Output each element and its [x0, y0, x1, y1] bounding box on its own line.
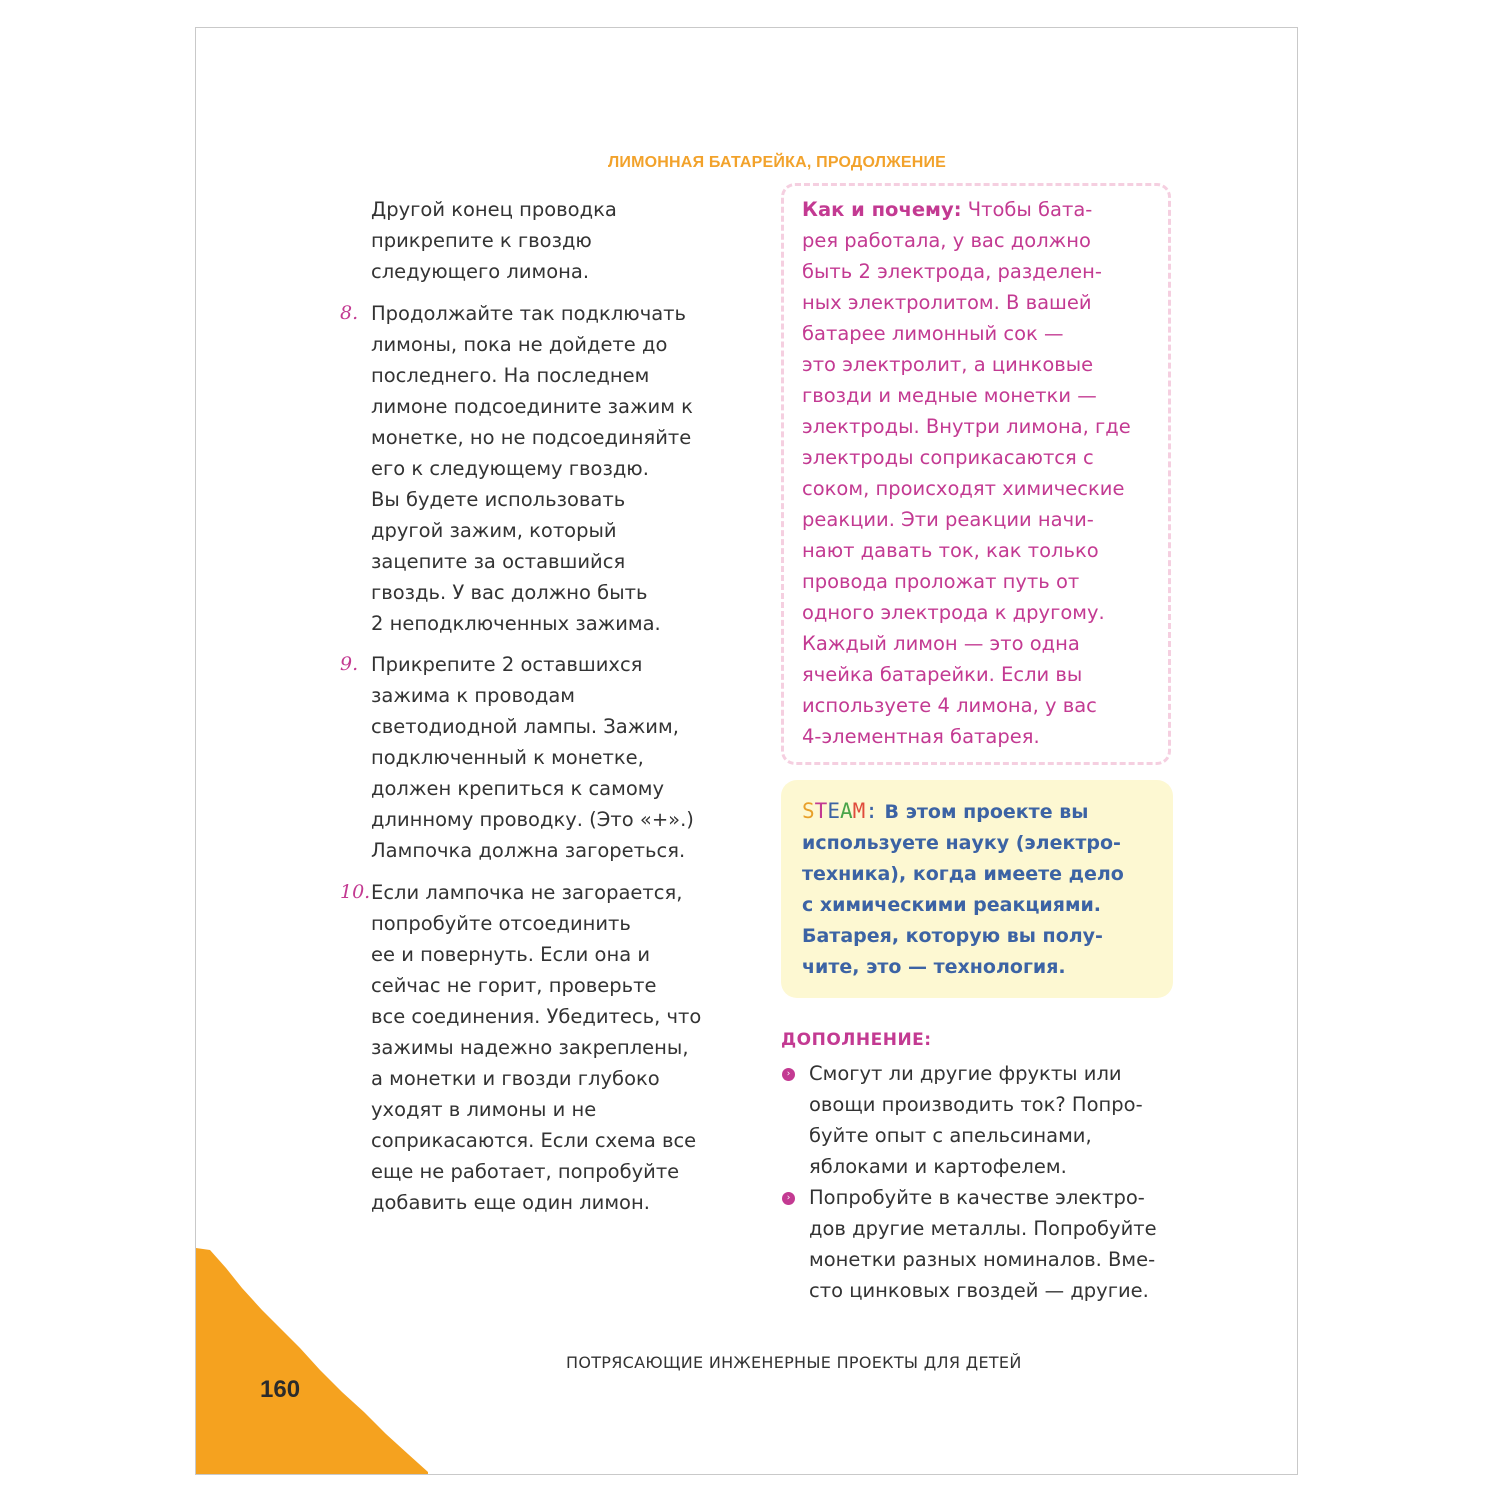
- text-line: светодиодной лампы. Зажим,: [371, 715, 679, 738]
- steam-letter: M: [852, 799, 866, 823]
- text-line: сто цинковых гвоздей — другие.: [809, 1279, 1149, 1302]
- text-line: попробуйте отсоединить: [371, 912, 631, 935]
- text-line: овощи производить ток? Попро-: [809, 1093, 1143, 1116]
- text-line: нают давать ток, как только: [802, 539, 1099, 562]
- text-line: электроды. Внутри лимона, где: [802, 415, 1131, 438]
- text-line: это электролит, а цинковые: [802, 353, 1094, 376]
- text-line: зажима к проводам: [371, 684, 576, 707]
- text-line: монетки разных номиналов. Вме-: [809, 1248, 1156, 1271]
- text-line: [802, 796, 1157, 828]
- extra-title: ДОПОЛНЕНИЕ:: [781, 1030, 932, 1050]
- text-line: электроды соприкасаются с: [802, 446, 1094, 469]
- text-line: Продолжайте так подключать: [371, 302, 687, 325]
- step-10-number: 10.: [340, 881, 371, 903]
- text-line: Каждый лимон — это одна: [802, 632, 1080, 655]
- corner-fill: [196, 1248, 428, 1475]
- extra-bullet-1: [809, 1058, 1169, 1182]
- text-line: Лампочка должна загореться.: [371, 839, 686, 862]
- text-line: лимоне подсоедините зажим к: [371, 395, 693, 418]
- steam-label: [802, 801, 878, 823]
- text-line: лимоны, пока не дойдете до: [371, 333, 668, 356]
- text-line: соком, происходят химические: [802, 477, 1125, 500]
- text-line: Прикрепите 2 оставшихся: [371, 653, 643, 676]
- section-header: ЛИМОННАЯ БАТАРЕЙКА, ПРОДОЛЖЕНИЕ: [608, 154, 947, 171]
- text-line: все соединения. Убедитесь, что: [371, 1005, 702, 1028]
- steam-text: [802, 796, 1157, 983]
- how-why-text: [802, 194, 1162, 752]
- text-line: Смогут ли другие фрукты или: [809, 1062, 1122, 1085]
- text-line: соприкасаются. Если схема все: [371, 1129, 697, 1152]
- text-line: прикрепите к гвоздю: [371, 229, 592, 252]
- text-line: с химическими реакциями.: [802, 894, 1102, 916]
- text-line: последнего. На последнем: [371, 364, 650, 387]
- text-line: быть 2 электрода, разделен-: [802, 260, 1102, 283]
- text-fragment: Чтобы бата-: [961, 198, 1093, 221]
- text-line: гвоздь. У вас должно быть: [371, 581, 648, 604]
- text-line: Попробуйте в качестве электро-: [809, 1186, 1145, 1209]
- text-line: реакции. Эти реакции начи-: [802, 508, 1094, 531]
- orange-corner-shape: [196, 1248, 436, 1475]
- text-line: следующего лимона.: [371, 260, 590, 283]
- steam-letter: A: [839, 799, 853, 823]
- text-line: батарее лимонный сок —: [802, 322, 1064, 345]
- text-line: монетке, но не подсоединяйте: [371, 426, 692, 449]
- text-line: Вы будете использовать: [371, 488, 626, 511]
- text-line: ячейка батарейки. Если вы: [802, 663, 1083, 686]
- text-line: гвозди и медные монетки —: [802, 384, 1097, 407]
- extra-bullet-2: [809, 1182, 1169, 1306]
- text-line: рея работала, у вас должно: [802, 229, 1091, 252]
- text-line: зацепите за оставшийся: [371, 550, 626, 573]
- text-line: его к следующему гвоздю.: [371, 457, 649, 480]
- text-line: сейчас не горит, проверьте: [371, 974, 657, 997]
- steam-letter: T: [814, 799, 828, 823]
- text-line: яблоками и картофелем.: [809, 1155, 1067, 1178]
- bullet-arrow-icon: ›: [782, 1068, 795, 1081]
- steam-letter: :: [865, 799, 878, 823]
- text-line: должен крепиться к самому: [371, 777, 665, 800]
- intro-paragraph: [371, 194, 731, 287]
- text-line: техника), когда имеете дело: [802, 863, 1124, 885]
- text-line: добавить еще один лимон.: [371, 1191, 650, 1214]
- text-line: дов другие металлы. Попробуйте: [809, 1217, 1157, 1240]
- book-title-footer: ПОТРЯСАЮЩИЕ ИНЖЕНЕРНЫЕ ПРОЕКТЫ ДЛЯ ДЕТЕЙ: [566, 1353, 1022, 1372]
- text-line: Если лампочка не загорается,: [371, 881, 683, 904]
- text-line: а монетки и гвозди глубоко: [371, 1067, 660, 1090]
- text-line: Батарея, которую вы полу-: [802, 925, 1103, 947]
- text-fragment: В этом проекте вы: [877, 801, 1089, 823]
- text-line: зажимы надежно закреплены,: [371, 1036, 689, 1059]
- text-line: используете 4 лимона, у вас: [802, 694, 1097, 717]
- text-line: еще не работает, попробуйте: [371, 1160, 680, 1183]
- text-line: [802, 194, 1162, 225]
- text-line: провода проложат путь от: [802, 570, 1080, 593]
- step-10-text: [371, 877, 731, 1218]
- book-page: [195, 27, 1298, 1475]
- text-line: чите, это — технология.: [802, 956, 1066, 978]
- text-line: 2 неподключенных зажима.: [371, 612, 661, 635]
- steam-letter: E: [827, 799, 840, 823]
- text-line: длинному проводку. (Это «+».): [371, 808, 694, 831]
- text-line: другой зажим, который: [371, 519, 617, 542]
- step-9-text: [371, 649, 731, 866]
- text-line: ных электролитом. В вашей: [802, 291, 1092, 314]
- page-number: 160: [260, 1376, 301, 1403]
- step-9-number: 9.: [340, 653, 359, 675]
- text-line: уходят в лимоны и не: [371, 1098, 597, 1121]
- text-line: подключенный к монетке,: [371, 746, 644, 769]
- text-line: 4-элементная батарея.: [802, 725, 1040, 748]
- text-line: одного электрода к другому.: [802, 601, 1105, 624]
- how-why-title: Как и почему:: [802, 198, 962, 221]
- step-8-number: 8.: [340, 302, 359, 324]
- step-8-text: [371, 298, 731, 639]
- bullet-arrow-icon: ›: [782, 1192, 795, 1205]
- text-line: Другой конец проводка: [371, 198, 617, 221]
- text-line: ее и повернуть. Если она и: [371, 943, 651, 966]
- text-line: буйте опыт с апельсинами,: [809, 1124, 1092, 1147]
- text-line: используете науку (электро-: [802, 832, 1121, 854]
- steam-letter: S: [802, 799, 815, 823]
